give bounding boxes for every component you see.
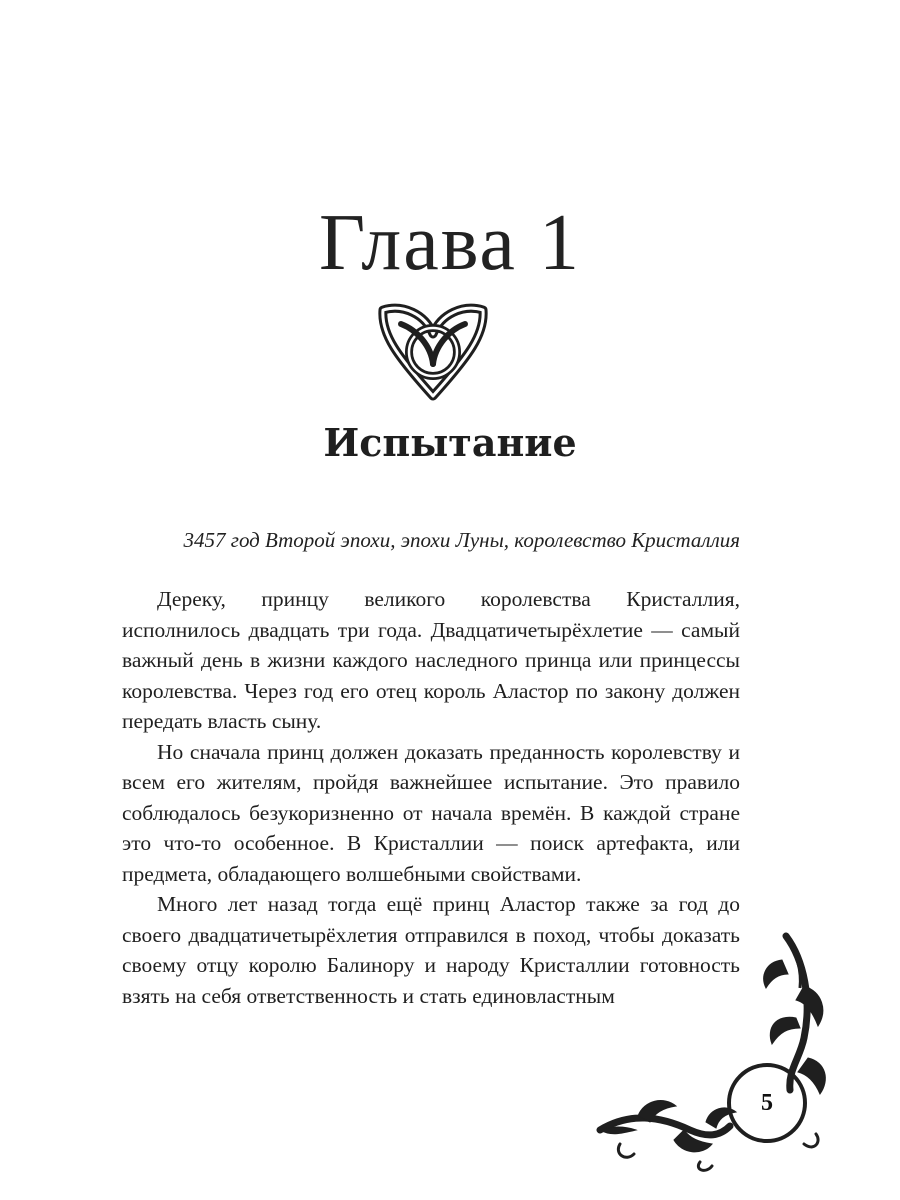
paragraph: Дереку, принцу великого королевства Кристаллия, исполнилось двадцать три года. Двадцатичетырёхлетие — самый важный день в жизни каждого наследного принца или принцессы королевства. Через год его отец король Аластор по закону должен передать власть сыну.: [122, 587, 740, 733]
paragraph: Но сначала принц должен доказать преданность королевству и всем его жителям, пройдя важнейшее испытание. Это правило соблюдалось безукоризненно от начала времён. В каждой стране это что-то особенное. В Кристаллии — поиск артефакта, или предмета, обладающего волшебными свойствами.: [122, 739, 740, 886]
triquetra-icon: [373, 300, 493, 404]
epigraph: 3457 год Второй эпохи, эпохи Луны, королевство Кристаллия: [183, 528, 740, 552]
floral-corner-ornament-icon: [590, 930, 830, 1175]
chapter-title: Испытание: [323, 420, 577, 465]
page-number: 5: [761, 1089, 773, 1116]
chapter-number: Глава 1: [319, 199, 581, 287]
paragraph: Много лет назад тогда ещё принц Аластор также за год до своего двадцатичетырёхлетия отправился в поход, чтобы доказать своему отцу королю Балинору и народу Кристаллии готовность взять на себя ответственность и стать единовластным: [122, 892, 740, 1008]
